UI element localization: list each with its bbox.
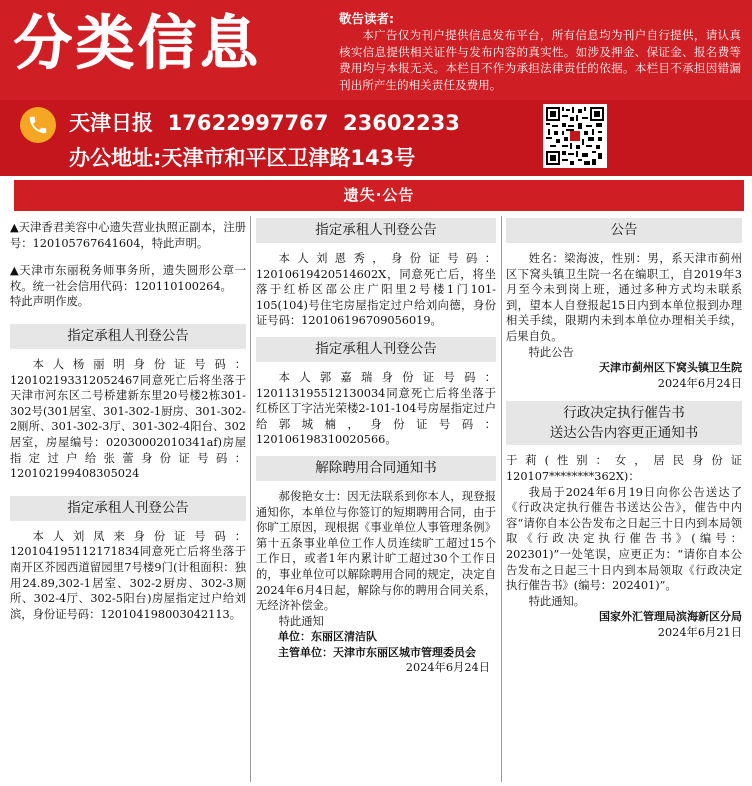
reader-notice-body: 本广告仅为刊户提供信息发布平台，所有信息均为刊户自行提供，请认真核实信息提供相关证件与发布内容的真实性。如涉及押金、保证金、报名费等费用均与本报无关。本栏目不作为承担法律责任的依据。本栏目不承担因错漏刊出所产生的相关责任及费用。 <box>339 28 741 92</box>
reader-notice-title: 敬告读者: <box>339 11 394 26</box>
notice-date: 2024年6月24日 <box>405 661 490 675</box>
column-1 <box>10 214 246 622</box>
notice-closing: 特此通知。 <box>528 594 586 608</box>
notice-organization: 天津市蓟州区下窝头镇卫生院 <box>599 361 742 375</box>
contact-phones <box>69 107 460 137</box>
notice-heading-box: 指定承租人刊登公告 <box>10 324 246 349</box>
notice-unit: 单位：东丽区清洁队 <box>278 630 377 644</box>
notice-heading-box: 指定承租人刊登公告 <box>256 218 496 243</box>
notice-closing: 特此通知 <box>278 614 324 628</box>
notice-organization: 国家外汇管理局滨海新区分局 <box>599 610 742 624</box>
phone-icon <box>20 107 56 143</box>
notice-text: 我局于2024年6月19日向你公告送达了《行政决定执行催告书送达公告》，催告中内容“请你自本公告发布之日起三十日内到本局领取《行政决定执行催告书》(编号：202301)”一处笔误，应更正为：“请你自本公告发布之日起三十日内到本局领取《行政决定执行催告书》(编号：202401)”。 <box>506 485 742 593</box>
column-divider <box>250 216 251 782</box>
lost-notice: ▲天津市东丽税务师事务所，遗失圆形公章一枚。统一社会信用代码：120110100264。 <box>10 264 246 293</box>
classified-header <box>0 0 752 176</box>
notice-date: 2024年6月21日 <box>657 625 742 639</box>
notice-text: 本人刘凤来身份证号码：120104195112171834同意死亡后将坐落于南开区芥园西道留园里7号楼9门(计租面积：独用24.89,302-1居室、302-2厨房、302-3厕所、302-4厅、302-5阳台)房屋指定过户给刘滨，身份证号码：120104198003042113。 <box>10 529 246 621</box>
notice-supervisor: 主管单位：天津市东丽区城市管理委员会 <box>278 645 476 659</box>
qr-code <box>543 104 607 168</box>
notice-heading-box: 指定承租人刊登公告 <box>10 496 246 521</box>
address-value: 天津市和平区卫津路143号 <box>161 146 416 170</box>
phone-number-1: 17622997767 <box>167 111 329 135</box>
notice-addressee: 于莉(性别：女，居民身份证120107********362X)： <box>506 454 742 483</box>
notice-heading-box: 解除聘用合同通知书 <box>256 456 496 481</box>
section-title-bar: 遗失·公告 <box>14 180 744 211</box>
phone-number-2: 23602233 <box>342 111 460 135</box>
notice-text: 本人刘恩秀，身份证号码：12010619420514602X，同意死亡后，将坐落于红桥区邵公庄广阳里2号楼1门101-105(104)号住宅房屋指定过户给刘向德，身份证号码：120106196709056019。 <box>256 252 496 328</box>
lost-notice: ▲天津香君美容中心遗失营业执照正副本，注册号：120105767641604，特此声明。 <box>10 221 246 250</box>
notice-heading-box <box>506 401 742 445</box>
office-address <box>69 142 415 172</box>
address-label: 办公地址: <box>69 146 162 170</box>
notice-date: 2024年6月24日 <box>657 376 742 390</box>
notice-heading-box: 指定承租人刊登公告 <box>256 337 496 362</box>
heading-line: 送达公告内容更正通知书 <box>549 425 699 442</box>
notice-heading-box: 公告 <box>506 218 742 243</box>
masthead-title: 分类信息 <box>14 9 263 77</box>
lost-notice-end: 特此声明作废。 <box>10 295 90 309</box>
notice-closing: 特此公告 <box>528 345 574 359</box>
notice-text: 姓名：梁海波，性别：男，系天津市蓟州区下窝头镇卫生院一名在编职工，自2019年3月至今未到岗上班，通过多种方式均未联系到，望本人自登报起15日内到本单位报到办理相关手续，限期内未到本单位办理相关手续，后果自负。 <box>506 252 742 343</box>
heading-line: 行政决定执行催告书 <box>563 405 685 422</box>
notice-text: 郝俊艳女士：因无法联系到你本人，现登报通知你，本单位与你签订的短期聘用合同，由于你旷工原因，现根据《事业单位人事管理条例》第十五条事业单位工作人员连续旷工超过15个工作日，或者1年内累计旷工超过30个工作日的，事业单位可以解除聘用合同的规定，决定自2024年6月4日起，解除与你的聘用合同关系，无经济补偿金。 <box>256 489 496 613</box>
column-3 <box>506 214 742 640</box>
column-divider <box>501 216 502 782</box>
notice-text: 本人杨丽明身份证号码：120102193312052467同意死亡后将坐落于天津市河东区二号桥建新东里20号楼2栋301-302号(301居室、301-302-1厨房、301-302-2厕所、301-302-3厅、301-302-4阳台、302居室，房屋编号：02030002010341af)房屋指定过户给张蕾身份证号码：120102199408305024 <box>10 357 246 481</box>
column-2 <box>256 214 496 676</box>
paper-name: 天津日报 <box>69 111 153 135</box>
notice-text: 本人郭嘉瑞身份证号码：120113195512130034同意死亡后将坐落于红桥区丁字沽光荣楼2-101-104号房屋指定过户给郭城楠，身份证号码：120106198310020566。 <box>256 370 496 447</box>
